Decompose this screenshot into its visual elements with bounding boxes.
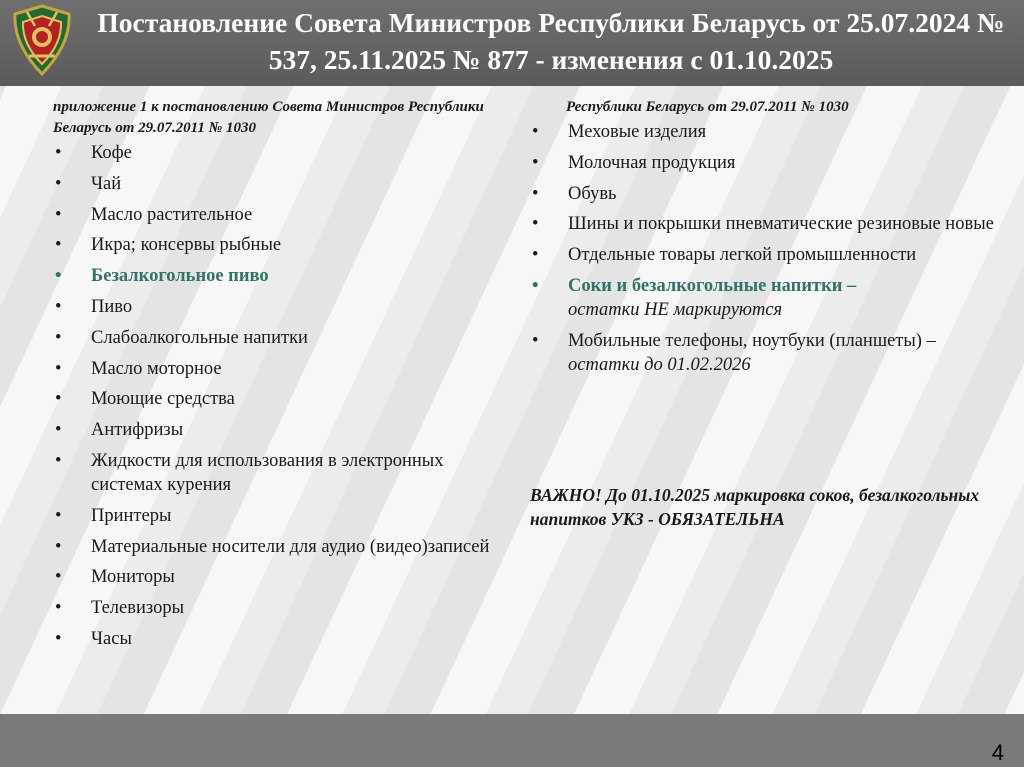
list-item (53, 295, 508, 319)
list-item (530, 151, 1010, 175)
bullet-icon: • (55, 296, 62, 317)
list-item (530, 329, 1010, 377)
bullet-icon: • (55, 266, 62, 287)
slide-footer (0, 714, 1024, 767)
slide-header (0, 0, 1024, 86)
bullet-icon: • (55, 450, 62, 471)
list-item-text: Материальные носители для аудио (видео)записей (91, 536, 490, 557)
emblem-icon (9, 4, 75, 76)
bullet-icon: • (55, 536, 62, 557)
important-notice: ВАЖНО! До 01.10.2025 маркировка соков, безалкогольных напитков УКЗ - ОБЯЗАТЕЛЬНА (530, 485, 980, 529)
list-item-text: Шины и покрышки пневматические резиновые новые (568, 214, 994, 235)
bullet-icon: • (532, 122, 539, 142)
bullet-icon: • (532, 152, 539, 173)
bullet-icon: • (532, 275, 539, 296)
bullet-icon: • (55, 173, 62, 194)
list-item (53, 141, 508, 165)
bullet-icon: • (532, 330, 539, 351)
list-item (530, 212, 1010, 236)
right-column (530, 97, 1010, 384)
list-item-highlighted (530, 274, 1010, 322)
list-item-subnote: остатки до 01.02.2026 (568, 354, 751, 375)
appendix-note-continued: Республики Беларусь от 29.07.2011 № 1030 (566, 99, 849, 115)
list-item-text: Соки и безалкогольные напитки – (568, 275, 857, 296)
list-item-text: Икра; консервы рыбные (91, 235, 282, 256)
list-item-text: Жидкости для использования в электронных системах курения (91, 450, 444, 495)
list-item (53, 565, 508, 589)
bullet-icon: • (532, 245, 539, 266)
bullet-icon: • (55, 628, 62, 649)
list-item (53, 596, 508, 620)
list-item-text: Масло моторное (91, 358, 222, 379)
bullet-icon: • (532, 214, 539, 235)
list-item-text: Мониторы (91, 567, 175, 588)
bullet-icon: • (55, 505, 62, 526)
list-item-text: Меховые изделия (568, 122, 707, 142)
list-item (530, 243, 1010, 267)
list-item (53, 627, 508, 651)
list-item (53, 326, 508, 350)
left-column (53, 97, 508, 658)
bullet-icon: • (55, 358, 62, 379)
list-item-text: Чай (91, 173, 122, 194)
list-item (53, 535, 508, 559)
list-item-text: Пиво (91, 296, 133, 317)
left-goods-list (53, 141, 508, 651)
list-item-text: Принтеры (91, 505, 172, 526)
bullet-icon: • (55, 420, 62, 441)
bullet-icon: • (55, 235, 62, 256)
list-item (53, 172, 508, 196)
page-title: Постановление Совета Министров Республики Беларусь от 25.07.2024 № 537, 25.11.2025 № 877 - изменения с 01.10.2025 (97, 7, 1005, 75)
list-item-text: Безалкогольное пиво (91, 266, 269, 287)
list-item (53, 203, 508, 227)
bullet-icon: • (532, 183, 539, 204)
page-number: 4 (991, 740, 1004, 765)
list-item (53, 504, 508, 528)
bullet-icon: • (55, 327, 62, 348)
list-item-text: Молочная продукция (568, 152, 736, 173)
list-item-text: Отдельные товары легкой промышленности (568, 245, 917, 266)
list-item-text: Обувь (568, 183, 617, 204)
list-item-text: Телевизоры (91, 598, 185, 619)
list-item-text: Кофе (91, 143, 132, 163)
appendix-note: приложение 1 к постановлению Совета Министров Республики Беларусь от 29.07.2011 № 1030 (53, 99, 484, 136)
list-item (53, 387, 508, 411)
list-item (53, 449, 508, 497)
list-item-text: Часы (91, 628, 132, 649)
list-item-text: Моющие средства (91, 389, 235, 410)
list-item-text: Масло растительное (91, 204, 253, 225)
bullet-icon: • (55, 598, 62, 619)
list-item (53, 357, 508, 381)
right-goods-list (530, 120, 1010, 377)
list-item (530, 182, 1010, 206)
bullet-icon: • (55, 204, 62, 225)
list-item-highlighted (53, 264, 508, 288)
list-item-subnote: остатки НЕ маркируются (568, 299, 783, 320)
list-item-text: Мобильные телефоны, ноутбуки (планшеты) – (568, 330, 936, 351)
list-item (53, 418, 508, 442)
bullet-icon: • (55, 143, 62, 163)
list-item (530, 120, 1010, 144)
bullet-icon: • (55, 389, 62, 410)
list-item-text: Слабоалкогольные напитки (91, 327, 308, 348)
bullet-icon: • (55, 567, 62, 588)
list-item-text: Антифризы (91, 420, 184, 441)
list-item (53, 233, 508, 257)
